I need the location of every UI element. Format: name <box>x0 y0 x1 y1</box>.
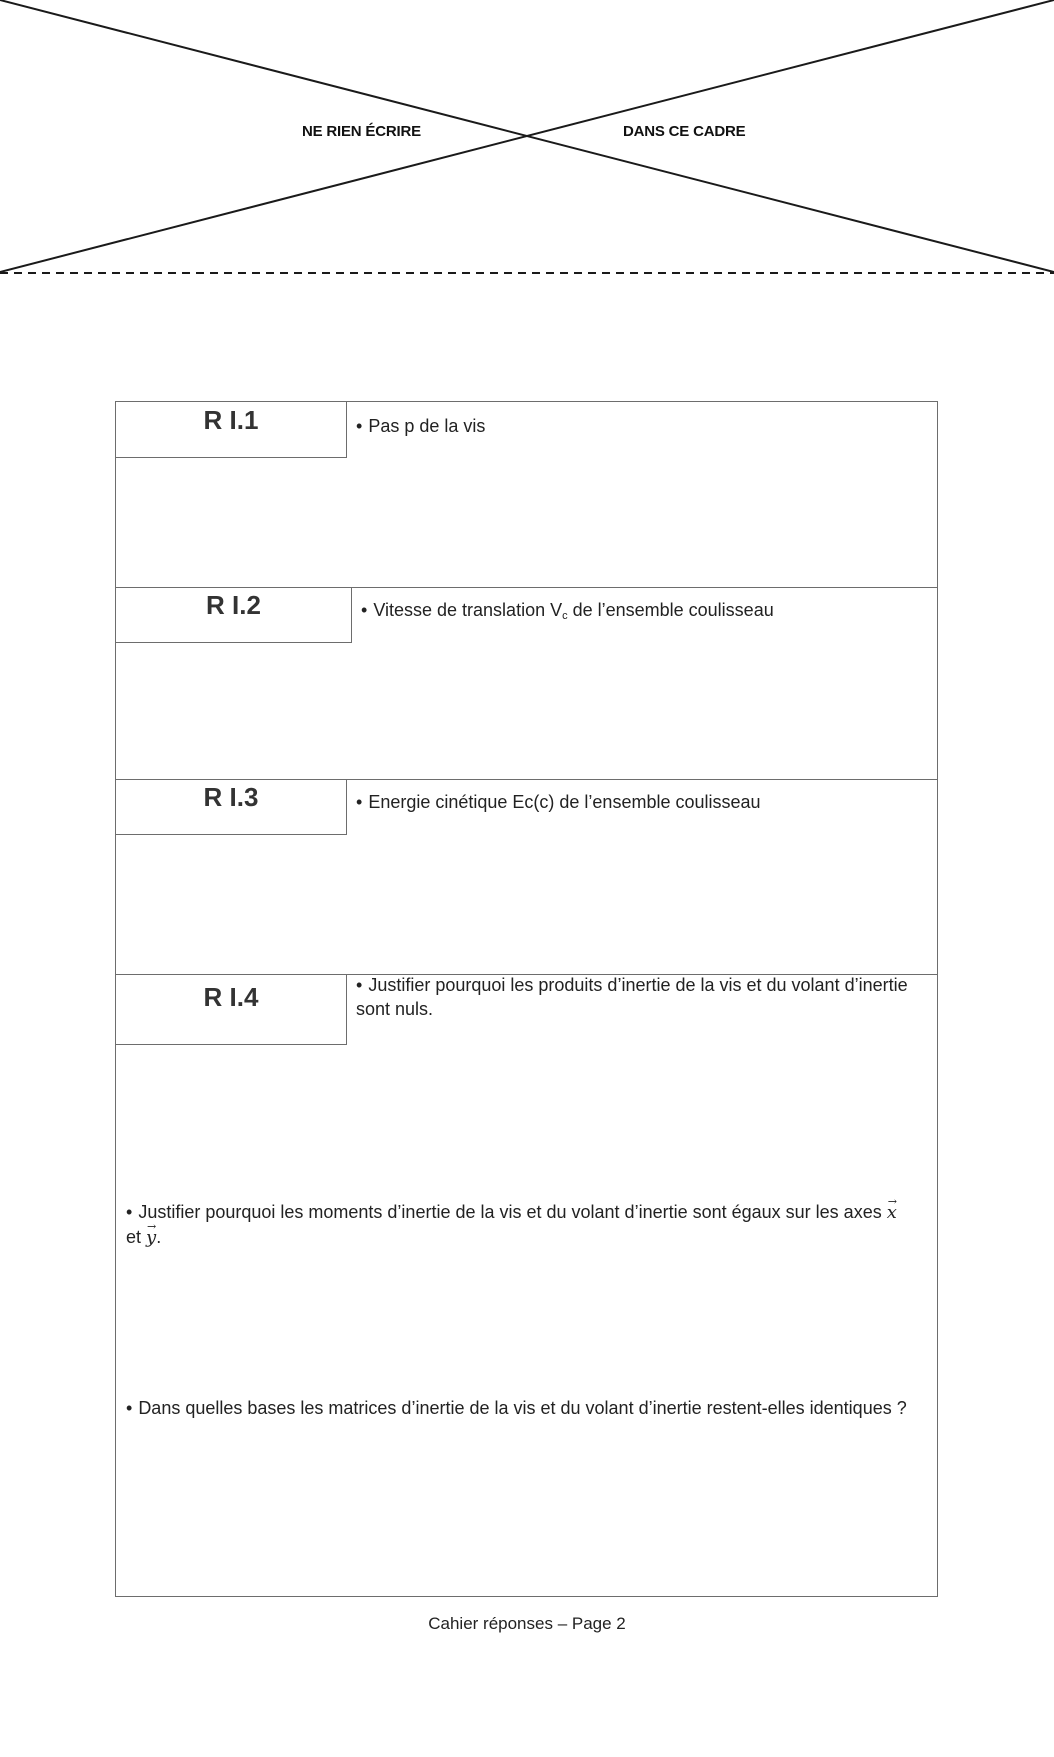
header-label-left: NE RIEN ÉCRIRE <box>302 123 421 140</box>
question-text: Energie cinétique Ec(c) de l’ensemble coulisseau <box>368 792 761 812</box>
section-tag: R I.2 <box>116 587 352 643</box>
bullet: • <box>126 1398 133 1418</box>
bullet: • <box>361 600 368 620</box>
bullet: • <box>356 416 363 436</box>
section-tag: R I.4 <box>116 974 347 1045</box>
answer-sheet <box>115 401 938 1597</box>
do-not-write-frame <box>0 0 1054 280</box>
question-text: Pas p de la vis <box>368 416 486 436</box>
page-footer: Cahier réponses – Page 2 <box>428 1614 626 1633</box>
subscript: c <box>562 610 568 622</box>
answer-area-2[interactable] <box>116 1250 937 1390</box>
answer-area-3[interactable] <box>116 1446 937 1594</box>
bullet: • <box>126 1202 133 1222</box>
question-prompt <box>356 790 761 814</box>
question-text-mid: et <box>126 1227 147 1247</box>
answer-area[interactable] <box>116 836 937 973</box>
question-text-end: . <box>156 1227 162 1247</box>
answer-area-1[interactable] <box>116 1046 937 1196</box>
question-text: Dans quelles bases les matrices d’inertie de la vis et du volant d’inertie restent-elles identiques ? <box>138 1398 907 1418</box>
question-prompt-2 <box>126 1200 916 1250</box>
section-tag: R I.3 <box>116 779 347 835</box>
section-r-i-3 <box>116 779 937 975</box>
bullet: • <box>356 975 363 995</box>
question-text: Vitesse de translation V <box>373 600 563 620</box>
section-r-i-2 <box>116 587 937 780</box>
question-prompt-3 <box>126 1396 926 1420</box>
question-text: Justifier pourquoi les produits d’inertie de la vis et du volant d’inertie sont nuls. <box>356 975 908 1019</box>
answer-area[interactable] <box>116 644 937 778</box>
section-r-i-4 <box>116 974 937 1596</box>
question-prompt <box>356 973 916 1021</box>
section-r-i-1 <box>116 402 937 588</box>
bullet: • <box>356 792 363 812</box>
answer-area[interactable] <box>116 459 937 586</box>
header-label-right: DANS CE CADRE <box>623 123 746 140</box>
vector-x: → x <box>887 1201 897 1225</box>
question-prompt <box>361 598 774 622</box>
question-text-end: de l’ensemble coulisseau <box>567 600 774 620</box>
section-tag: R I.1 <box>116 402 347 458</box>
vector-y: → y <box>146 1226 156 1250</box>
question-prompt <box>356 414 485 438</box>
question-text: Justifier pourquoi les moments d’inertie de la vis et du volant d’inertie sont égaux sur les axes <box>138 1202 887 1222</box>
